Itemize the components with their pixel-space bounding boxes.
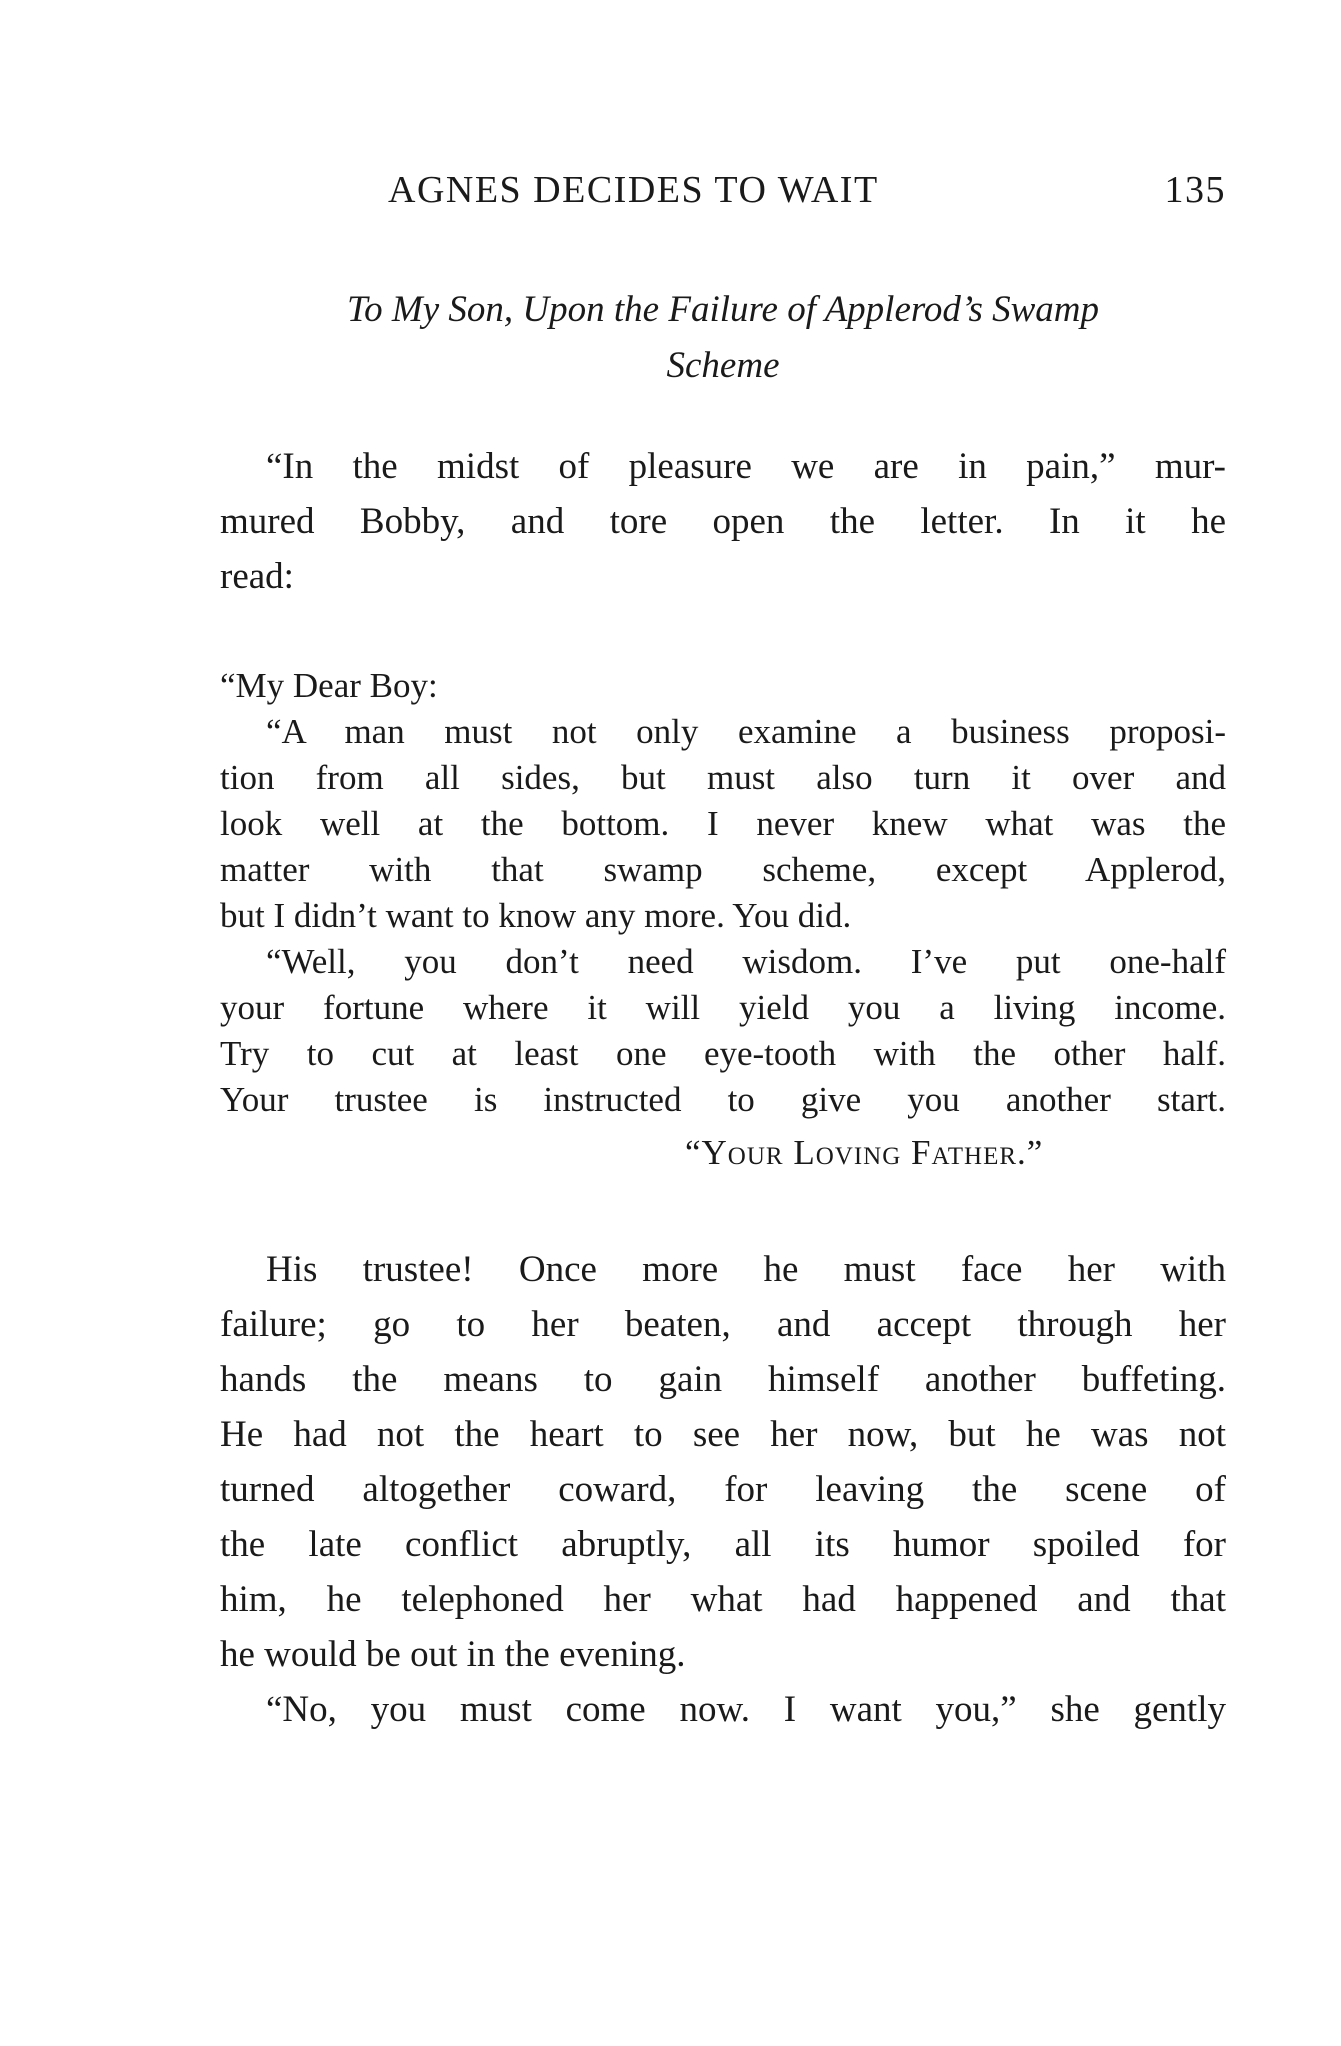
letter-line: “A man must not only examine a business proposi- [266,712,1226,751]
letter-signature: “Your Loving Father.” [685,1133,1044,1172]
text-line: he would be out in the evening. [220,1634,686,1675]
text-line: the late conflict abruptly, all its humor spoiled for [220,1524,1226,1565]
letter-heading-line: To My Son, Upon the Failure of Applerod’s Swamp [347,289,1099,330]
text-line: read: [220,556,294,597]
text-line: mured Bobby, and tore open the letter. In it he [220,501,1226,542]
text-line: failure; go to her beaten, and accept through her [220,1304,1226,1345]
text-line: He had not the heart to see her now, but he was not [220,1414,1226,1455]
letter-salutation: “My Dear Boy: [220,666,438,705]
letter-line: Your trustee is instructed to give you another start. [220,1080,1226,1119]
page-number: 135 [1164,169,1226,211]
running-title: AGNES DECIDES TO WAIT [388,169,879,211]
letter-line: tion from all sides, but must also turn it over and [220,758,1226,797]
letter-line: but I didn’t want to know any more. You did. [220,896,852,935]
running-header [388,168,1226,218]
text-line: His trustee! Once more he must face her with [266,1249,1226,1290]
text-line: hands the means to gain himself another buffeting. [220,1359,1226,1400]
letter-line: Try to cut at least one eye-tooth with the other half. [220,1034,1226,1073]
letter-heading-line: Scheme [666,345,780,386]
letter-line: your fortune where it will yield you a living income. [220,988,1226,1027]
letter-line: matter with that swamp scheme, except Applerod, [220,850,1226,889]
text-line: him, he telephoned her what had happened and that [220,1579,1226,1620]
text-line: “No, you must come now. I want you,” she gently [266,1689,1226,1730]
letter-line: look well at the bottom. I never knew what was the [220,804,1226,843]
text-line: turned altogether coward, for leaving the scene of [220,1469,1226,1510]
text-line: “In the midst of pleasure we are in pain,” mur- [266,446,1226,487]
letter-line: “Well, you don’t need wisdom. I’ve put one-half [266,942,1226,981]
